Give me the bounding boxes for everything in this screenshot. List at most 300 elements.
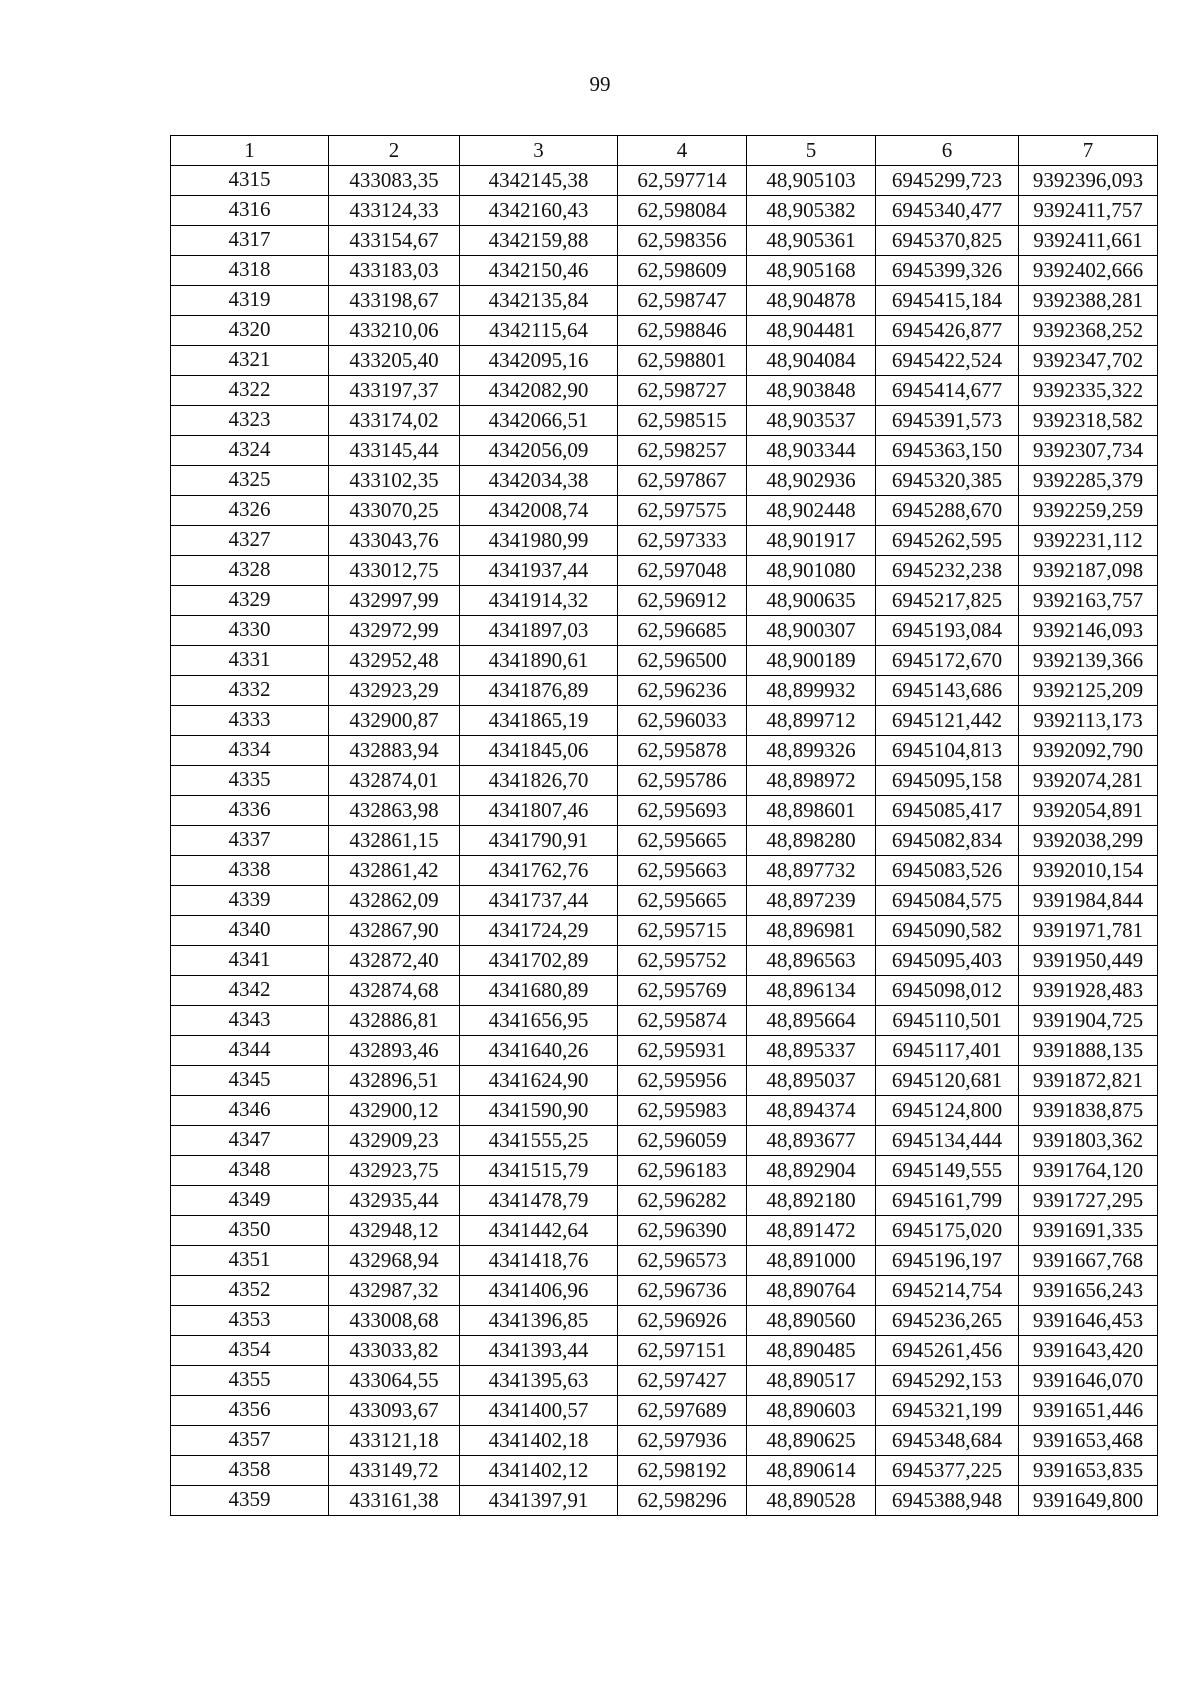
table-cell: 6945414,677 <box>876 376 1019 406</box>
table-header <box>171 136 1158 166</box>
table-cell: 433154,67 <box>329 226 460 256</box>
table-cell: 432867,90 <box>329 916 460 946</box>
point-number-cell: 4319 <box>171 286 329 316</box>
coordinates-table <box>170 135 1158 1516</box>
table-cell: 62,595693 <box>618 796 747 826</box>
table-cell: 4341418,76 <box>460 1246 618 1276</box>
table-cell: 4342150,46 <box>460 256 618 286</box>
table-cell: 48,890517 <box>747 1366 876 1396</box>
table-row <box>171 976 1158 1006</box>
point-number-cell: 4350 <box>171 1216 329 1246</box>
table-row <box>171 946 1158 976</box>
table-cell: 9391643,420 <box>1019 1336 1158 1366</box>
table-cell: 48,902936 <box>747 466 876 496</box>
table-cell: 62,595665 <box>618 886 747 916</box>
table-row <box>171 1306 1158 1336</box>
table-cell: 432972,99 <box>329 616 460 646</box>
table-cell: 62,598356 <box>618 226 747 256</box>
table-cell: 48,890614 <box>747 1456 876 1486</box>
point-number-cell: 4354 <box>171 1336 329 1366</box>
table-cell: 432883,94 <box>329 736 460 766</box>
table-cell: 9391653,468 <box>1019 1426 1158 1456</box>
table-cell: 62,598192 <box>618 1456 747 1486</box>
table-row <box>171 1066 1158 1096</box>
column-header: 3 <box>460 136 618 166</box>
table-cell: 4341590,90 <box>460 1096 618 1126</box>
table-cell: 4341640,26 <box>460 1036 618 1066</box>
table-cell: 9392402,666 <box>1019 256 1158 286</box>
point-number-cell: 4335 <box>171 766 329 796</box>
table-cell: 4341402,12 <box>460 1456 618 1486</box>
point-number-cell: 4322 <box>171 376 329 406</box>
table-cell: 6945261,456 <box>876 1336 1019 1366</box>
point-number-cell: 4325 <box>171 466 329 496</box>
point-number-cell: 4353 <box>171 1306 329 1336</box>
table-row <box>171 736 1158 766</box>
table-cell: 433008,68 <box>329 1306 460 1336</box>
table-cell: 62,595874 <box>618 1006 747 1036</box>
table-cell: 4341937,44 <box>460 556 618 586</box>
table-cell: 62,595931 <box>618 1036 747 1066</box>
table-cell: 6945196,197 <box>876 1246 1019 1276</box>
table-cell: 62,597714 <box>618 166 747 196</box>
point-number-cell: 4351 <box>171 1246 329 1276</box>
table-cell: 62,596573 <box>618 1246 747 1276</box>
table-cell: 9392074,281 <box>1019 766 1158 796</box>
table-cell: 9392054,891 <box>1019 796 1158 826</box>
point-number-cell: 4346 <box>171 1096 329 1126</box>
table-cell: 9392139,366 <box>1019 646 1158 676</box>
table-cell: 48,903537 <box>747 406 876 436</box>
point-number-cell: 4359 <box>171 1486 329 1516</box>
point-number-cell: 4326 <box>171 496 329 526</box>
table-cell: 62,596685 <box>618 616 747 646</box>
table-cell: 432997,99 <box>329 586 460 616</box>
table-cell: 48,902448 <box>747 496 876 526</box>
table-cell: 433161,38 <box>329 1486 460 1516</box>
table-cell: 9392411,757 <box>1019 196 1158 226</box>
table-cell: 6945149,555 <box>876 1156 1019 1186</box>
table-row <box>171 256 1158 286</box>
table-cell: 48,897732 <box>747 856 876 886</box>
table-cell: 433064,55 <box>329 1366 460 1396</box>
table-cell: 4342056,09 <box>460 436 618 466</box>
table-cell: 48,905382 <box>747 196 876 226</box>
table-cell: 4342066,51 <box>460 406 618 436</box>
table-cell: 6945083,526 <box>876 856 1019 886</box>
table-cell: 62,595663 <box>618 856 747 886</box>
table-row <box>171 826 1158 856</box>
table-row <box>171 1426 1158 1456</box>
table-cell: 6945175,020 <box>876 1216 1019 1246</box>
table-cell: 62,597151 <box>618 1336 747 1366</box>
point-number-cell: 4357 <box>171 1426 329 1456</box>
table-row <box>171 1336 1158 1366</box>
table-cell: 433210,06 <box>329 316 460 346</box>
table-cell: 433149,72 <box>329 1456 460 1486</box>
table-cell: 62,595878 <box>618 736 747 766</box>
table-cell: 9391656,243 <box>1019 1276 1158 1306</box>
table-cell: 48,895337 <box>747 1036 876 1066</box>
table-cell: 4342082,90 <box>460 376 618 406</box>
table-cell: 6945161,799 <box>876 1186 1019 1216</box>
table-row <box>171 496 1158 526</box>
table-cell: 62,595752 <box>618 946 747 976</box>
table-cell: 48,892180 <box>747 1186 876 1216</box>
point-number-cell: 4352 <box>171 1276 329 1306</box>
table-row <box>171 796 1158 826</box>
table-cell: 62,597427 <box>618 1366 747 1396</box>
table-cell: 6945082,834 <box>876 826 1019 856</box>
table-cell: 48,898601 <box>747 796 876 826</box>
page-number: 99 <box>589 72 611 96</box>
table-cell: 62,598257 <box>618 436 747 466</box>
table-cell: 4342135,84 <box>460 286 618 316</box>
table-cell: 62,598515 <box>618 406 747 436</box>
column-header: 6 <box>876 136 1019 166</box>
table-cell: 432900,87 <box>329 706 460 736</box>
table-cell: 4341826,70 <box>460 766 618 796</box>
point-number-cell: 4336 <box>171 796 329 826</box>
table-cell: 432935,44 <box>329 1186 460 1216</box>
table-cell: 48,903344 <box>747 436 876 466</box>
table-cell: 432952,48 <box>329 646 460 676</box>
table-cell: 6945321,199 <box>876 1396 1019 1426</box>
table-cell: 4341914,32 <box>460 586 618 616</box>
table-row <box>171 706 1158 736</box>
table-row <box>171 586 1158 616</box>
table-row <box>171 616 1158 646</box>
table-cell: 433124,33 <box>329 196 460 226</box>
table-cell: 4341762,76 <box>460 856 618 886</box>
table-cell: 6945104,813 <box>876 736 1019 766</box>
point-number-cell: 4333 <box>171 706 329 736</box>
point-number-cell: 4330 <box>171 616 329 646</box>
table-cell: 9391838,875 <box>1019 1096 1158 1126</box>
table-cell: 48,893677 <box>747 1126 876 1156</box>
point-number-cell: 4331 <box>171 646 329 676</box>
table-cell: 6945370,825 <box>876 226 1019 256</box>
point-number-cell: 4320 <box>171 316 329 346</box>
table-cell: 62,597936 <box>618 1426 747 1456</box>
table-cell: 9391872,821 <box>1019 1066 1158 1096</box>
table-cell: 4341876,89 <box>460 676 618 706</box>
table-cell: 6945095,403 <box>876 946 1019 976</box>
point-number-cell: 4316 <box>171 196 329 226</box>
table-cell: 9392038,299 <box>1019 826 1158 856</box>
table-cell: 62,595665 <box>618 826 747 856</box>
table-cell: 9392396,093 <box>1019 166 1158 196</box>
table-cell: 6945236,265 <box>876 1306 1019 1336</box>
table-cell: 432861,15 <box>329 826 460 856</box>
table-cell: 9392307,734 <box>1019 436 1158 466</box>
table-cell: 6945110,501 <box>876 1006 1019 1036</box>
table-cell: 9392187,098 <box>1019 556 1158 586</box>
table-cell: 6945085,417 <box>876 796 1019 826</box>
table-cell: 9392259,259 <box>1019 496 1158 526</box>
table-cell: 62,596912 <box>618 586 747 616</box>
table-cell: 9391984,844 <box>1019 886 1158 916</box>
table-cell: 6945232,238 <box>876 556 1019 586</box>
table-cell: 48,895037 <box>747 1066 876 1096</box>
table-cell: 48,890625 <box>747 1426 876 1456</box>
table-cell: 433205,40 <box>329 346 460 376</box>
table-cell: 62,598084 <box>618 196 747 226</box>
point-number-cell: 4315 <box>171 166 329 196</box>
table-cell: 48,905361 <box>747 226 876 256</box>
table-cell: 4341897,03 <box>460 616 618 646</box>
table-cell: 432923,29 <box>329 676 460 706</box>
table-cell: 6945090,582 <box>876 916 1019 946</box>
table-cell: 432900,12 <box>329 1096 460 1126</box>
table-cell: 4341395,63 <box>460 1366 618 1396</box>
table-cell: 4342160,43 <box>460 196 618 226</box>
table-cell: 9392125,209 <box>1019 676 1158 706</box>
table-cell: 9391653,835 <box>1019 1456 1158 1486</box>
table-cell: 48,890560 <box>747 1306 876 1336</box>
table-body <box>171 166 1158 1516</box>
point-number-cell: 4327 <box>171 526 329 556</box>
table-row <box>171 1246 1158 1276</box>
table-cell: 6945124,800 <box>876 1096 1019 1126</box>
point-number-cell: 4318 <box>171 256 329 286</box>
table-cell: 62,597048 <box>618 556 747 586</box>
table-row <box>171 1486 1158 1516</box>
table-cell: 433174,02 <box>329 406 460 436</box>
table-cell: 4341680,89 <box>460 976 618 1006</box>
table-cell: 4342008,74 <box>460 496 618 526</box>
table-cell: 433012,75 <box>329 556 460 586</box>
table-cell: 6945288,670 <box>876 496 1019 526</box>
table-cell: 9392347,702 <box>1019 346 1158 376</box>
table-cell: 9391646,070 <box>1019 1366 1158 1396</box>
table-cell: 4341656,95 <box>460 1006 618 1036</box>
point-number-cell: 4348 <box>171 1156 329 1186</box>
table-cell: 6945388,948 <box>876 1486 1019 1516</box>
table-cell: 6945363,150 <box>876 436 1019 466</box>
table-cell: 4342159,88 <box>460 226 618 256</box>
table-cell: 433033,82 <box>329 1336 460 1366</box>
table-cell: 6945098,012 <box>876 976 1019 1006</box>
table-cell: 48,900307 <box>747 616 876 646</box>
table-cell: 6945320,385 <box>876 466 1019 496</box>
table-cell: 432896,51 <box>329 1066 460 1096</box>
table-cell: 6945399,326 <box>876 256 1019 286</box>
table-row <box>171 676 1158 706</box>
table-cell: 9391691,335 <box>1019 1216 1158 1246</box>
table-cell: 48,898280 <box>747 826 876 856</box>
table-cell: 9391904,725 <box>1019 1006 1158 1036</box>
table-cell: 62,596183 <box>618 1156 747 1186</box>
table-cell: 9392113,173 <box>1019 706 1158 736</box>
table-row <box>171 556 1158 586</box>
table-cell: 4341406,96 <box>460 1276 618 1306</box>
point-number-cell: 4321 <box>171 346 329 376</box>
table-row <box>171 886 1158 916</box>
table-cell: 62,595786 <box>618 766 747 796</box>
table-cell: 9391667,768 <box>1019 1246 1158 1276</box>
table-row <box>171 406 1158 436</box>
table-cell: 9391646,453 <box>1019 1306 1158 1336</box>
table-cell: 6945426,877 <box>876 316 1019 346</box>
table-cell: 433083,35 <box>329 166 460 196</box>
table-cell: 48,891000 <box>747 1246 876 1276</box>
table-cell: 9391928,483 <box>1019 976 1158 1006</box>
table-cell: 9392318,582 <box>1019 406 1158 436</box>
table-cell: 6945415,184 <box>876 286 1019 316</box>
point-number-cell: 4338 <box>171 856 329 886</box>
table-cell: 6945299,723 <box>876 166 1019 196</box>
table-cell: 62,597333 <box>618 526 747 556</box>
table-cell: 432909,23 <box>329 1126 460 1156</box>
table-cell: 432872,40 <box>329 946 460 976</box>
table-cell: 433102,35 <box>329 466 460 496</box>
point-number-cell: 4337 <box>171 826 329 856</box>
table-cell: 62,596736 <box>618 1276 747 1306</box>
table-cell: 48,905168 <box>747 256 876 286</box>
table-cell: 9391803,362 <box>1019 1126 1158 1156</box>
table-cell: 4341396,85 <box>460 1306 618 1336</box>
table-row <box>171 916 1158 946</box>
table-cell: 62,598801 <box>618 346 747 376</box>
table-cell: 433121,18 <box>329 1426 460 1456</box>
table-row <box>171 376 1158 406</box>
point-number-cell: 4342 <box>171 976 329 1006</box>
table-cell: 4342034,38 <box>460 466 618 496</box>
point-number-cell: 4341 <box>171 946 329 976</box>
table-row <box>171 1036 1158 1066</box>
table-row <box>171 646 1158 676</box>
table-cell: 48,898972 <box>747 766 876 796</box>
table-cell: 6945292,153 <box>876 1366 1019 1396</box>
table-cell: 48,904481 <box>747 316 876 346</box>
table-cell: 433183,03 <box>329 256 460 286</box>
point-number-cell: 4343 <box>171 1006 329 1036</box>
table-row <box>171 286 1158 316</box>
table-cell: 432862,09 <box>329 886 460 916</box>
point-number-cell: 4317 <box>171 226 329 256</box>
table-cell: 48,899326 <box>747 736 876 766</box>
point-number-cell: 4334 <box>171 736 329 766</box>
table-cell: 432948,12 <box>329 1216 460 1246</box>
table-cell: 9392411,661 <box>1019 226 1158 256</box>
table-cell: 48,890485 <box>747 1336 876 1366</box>
table-cell: 6945214,754 <box>876 1276 1019 1306</box>
table-cell: 62,596282 <box>618 1186 747 1216</box>
table-cell: 48,895664 <box>747 1006 876 1036</box>
table-cell: 433145,44 <box>329 436 460 466</box>
table-cell: 6945134,444 <box>876 1126 1019 1156</box>
table-cell: 4341393,44 <box>460 1336 618 1366</box>
table-cell: 4341980,99 <box>460 526 618 556</box>
table-cell: 4341890,61 <box>460 646 618 676</box>
table-cell: 9391651,446 <box>1019 1396 1158 1426</box>
table-cell: 432874,01 <box>329 766 460 796</box>
table-cell: 48,899712 <box>747 706 876 736</box>
table-cell: 62,595769 <box>618 976 747 1006</box>
table-row <box>171 346 1158 376</box>
table-row <box>171 1276 1158 1306</box>
table-cell: 432968,94 <box>329 1246 460 1276</box>
table-cell: 4341478,79 <box>460 1186 618 1216</box>
table-cell: 433093,67 <box>329 1396 460 1426</box>
table-cell: 433198,67 <box>329 286 460 316</box>
table-row <box>171 226 1158 256</box>
table-cell: 4341807,46 <box>460 796 618 826</box>
table-cell: 6945117,401 <box>876 1036 1019 1066</box>
table-cell: 6945391,573 <box>876 406 1019 436</box>
table-row <box>171 1156 1158 1186</box>
table-cell: 48,903848 <box>747 376 876 406</box>
table-cell: 9391764,120 <box>1019 1156 1158 1186</box>
table-cell: 9392335,322 <box>1019 376 1158 406</box>
table-cell: 432861,42 <box>329 856 460 886</box>
table-cell: 62,596500 <box>618 646 747 676</box>
table-cell: 6945193,084 <box>876 616 1019 646</box>
table-cell: 9392285,379 <box>1019 466 1158 496</box>
table-cell: 432923,75 <box>329 1156 460 1186</box>
table-row <box>171 466 1158 496</box>
table-row <box>171 1366 1158 1396</box>
table-cell: 9391888,135 <box>1019 1036 1158 1066</box>
table-cell: 4341790,91 <box>460 826 618 856</box>
table-cell: 6945172,670 <box>876 646 1019 676</box>
table-cell: 9391971,781 <box>1019 916 1158 946</box>
point-number-cell: 4355 <box>171 1366 329 1396</box>
table-cell: 4341624,90 <box>460 1066 618 1096</box>
table-cell: 62,595983 <box>618 1096 747 1126</box>
table-cell: 62,598609 <box>618 256 747 286</box>
table-cell: 48,896134 <box>747 976 876 1006</box>
table-cell: 9392231,112 <box>1019 526 1158 556</box>
table-cell: 4341737,44 <box>460 886 618 916</box>
table-cell: 62,596390 <box>618 1216 747 1246</box>
point-number-cell: 4339 <box>171 886 329 916</box>
table-row <box>171 436 1158 466</box>
table-cell: 432874,68 <box>329 976 460 1006</box>
table-cell: 9391649,800 <box>1019 1486 1158 1516</box>
table-cell: 6945121,442 <box>876 706 1019 736</box>
point-number-cell: 4358 <box>171 1456 329 1486</box>
table-cell: 4341865,19 <box>460 706 618 736</box>
table-row <box>171 526 1158 556</box>
point-number-cell: 4332 <box>171 676 329 706</box>
table-cell: 48,896981 <box>747 916 876 946</box>
table-cell: 4341555,25 <box>460 1126 618 1156</box>
table-cell: 48,904084 <box>747 346 876 376</box>
table-cell: 48,900635 <box>747 586 876 616</box>
table-cell: 6945095,158 <box>876 766 1019 796</box>
point-number-cell: 4347 <box>171 1126 329 1156</box>
table-cell: 48,900189 <box>747 646 876 676</box>
table-cell: 62,598747 <box>618 286 747 316</box>
table-row <box>171 1126 1158 1156</box>
point-number-cell: 4324 <box>171 436 329 466</box>
table-row <box>171 856 1158 886</box>
table-cell: 4341402,18 <box>460 1426 618 1456</box>
table-row <box>171 316 1158 346</box>
table-cell: 6945120,681 <box>876 1066 1019 1096</box>
point-number-cell: 4345 <box>171 1066 329 1096</box>
table-cell: 4342095,16 <box>460 346 618 376</box>
table-cell: 62,596926 <box>618 1306 747 1336</box>
table-cell: 4341724,29 <box>460 916 618 946</box>
table-cell: 9391727,295 <box>1019 1186 1158 1216</box>
table-cell: 62,596236 <box>618 676 747 706</box>
table-cell: 48,904878 <box>747 286 876 316</box>
table-cell: 48,892904 <box>747 1156 876 1186</box>
table-cell: 9392146,093 <box>1019 616 1158 646</box>
